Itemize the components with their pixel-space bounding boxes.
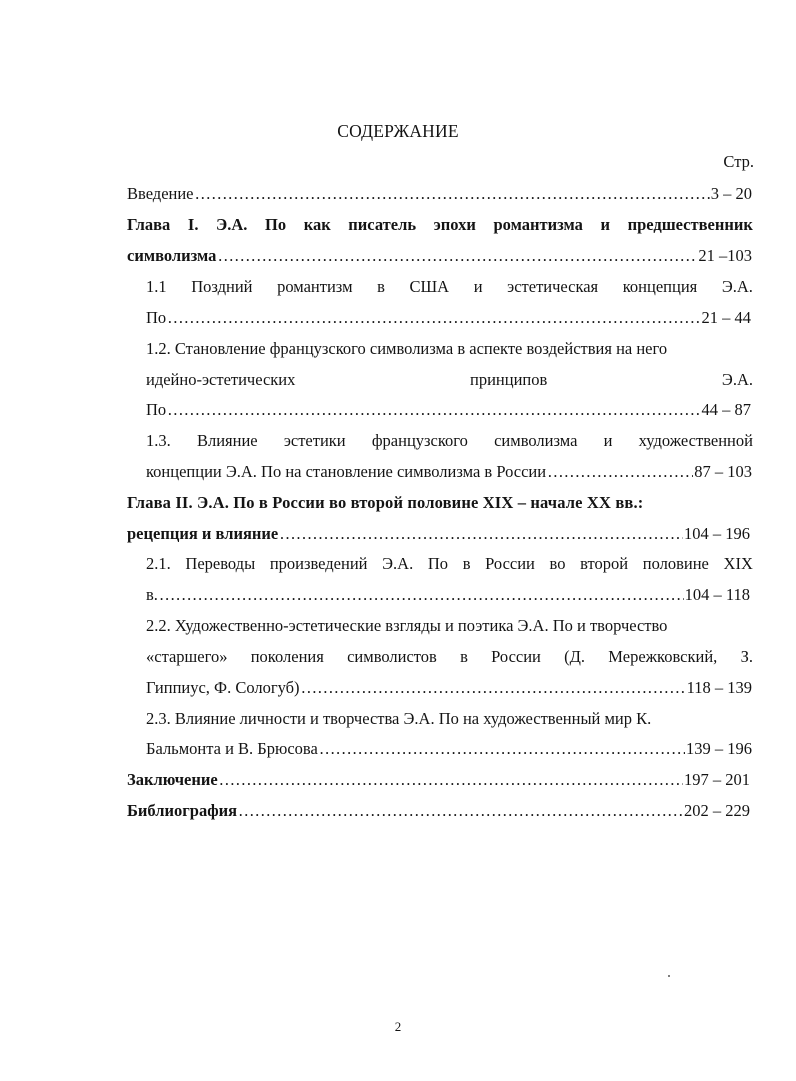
toc-word: Э.А. bbox=[721, 277, 753, 296]
dot-leader bbox=[159, 585, 684, 605]
toc-entry-section-2-1-line2 bbox=[146, 585, 750, 605]
toc-pages: 202 – 229 bbox=[684, 801, 750, 820]
toc-word: эпохи bbox=[433, 215, 476, 234]
dot-leader bbox=[301, 678, 686, 698]
toc-word: и bbox=[473, 277, 483, 296]
toc-label: концепции Э.А. По на становление символизма в России bbox=[146, 462, 547, 481]
toc-entry-chapter2-line2 bbox=[127, 524, 750, 544]
toc-label: По bbox=[146, 400, 167, 419]
toc-entry-section-1-3-line2 bbox=[146, 462, 752, 482]
toc-label: Гиппиус, Ф. Сологуб) bbox=[146, 678, 300, 697]
toc-word: французского bbox=[371, 431, 468, 450]
toc-word: как bbox=[303, 215, 331, 234]
toc-label: По bbox=[146, 308, 167, 327]
toc-entry-section-1-3-line1 bbox=[146, 431, 753, 451]
toc-entry-section-1-2-line1: 1.2. Становление французского символизма в аспекте воздействия на него bbox=[146, 339, 668, 358]
toc-word: художественной bbox=[638, 431, 753, 450]
page-title: СОДЕРЖАНИЕ bbox=[337, 121, 459, 141]
toc-word: второй bbox=[580, 554, 629, 573]
dot-leader bbox=[167, 308, 700, 328]
toc-entry-section-2-2-line2 bbox=[146, 647, 753, 667]
toc-label: Библиография bbox=[127, 801, 238, 820]
toc-pages: 139 – 196 bbox=[686, 739, 752, 758]
toc-word: Глава bbox=[127, 215, 171, 234]
toc-pages: 118 – 139 bbox=[686, 678, 752, 697]
toc-pages: 44 – 87 bbox=[701, 400, 751, 419]
toc-word: в bbox=[462, 554, 471, 573]
toc-pages: 104 – 118 bbox=[684, 585, 750, 604]
toc-word: эстетики bbox=[283, 431, 346, 450]
toc-entry-section-2-2-line3 bbox=[146, 678, 752, 698]
toc-word: Э.А. bbox=[721, 370, 753, 389]
toc-word: 1.1 bbox=[146, 277, 167, 296]
toc-entry-intro bbox=[127, 184, 752, 204]
dot-leader bbox=[319, 739, 685, 759]
toc-entry-bibliography bbox=[127, 801, 750, 821]
toc-word: символизма bbox=[494, 431, 578, 450]
toc-entry-section-1-1-line2 bbox=[146, 308, 751, 328]
toc-entry-chapter2-line1: Глава II. Э.А. По в России во второй половине XIX – начале XX вв.: bbox=[127, 493, 644, 512]
toc-word: в bbox=[460, 647, 468, 666]
toc-word: Э.А. bbox=[216, 215, 248, 234]
toc-word: Переводы bbox=[185, 554, 256, 573]
toc-word: I. bbox=[187, 215, 199, 234]
toc-word: символистов bbox=[347, 647, 437, 666]
toc-word: России bbox=[485, 554, 535, 573]
dot-leader bbox=[167, 400, 700, 420]
toc-pages: 3 – 20 bbox=[710, 184, 752, 203]
toc-word: во bbox=[549, 554, 566, 573]
toc-pages: 21 –103 bbox=[698, 246, 752, 265]
toc-word: 1.3. bbox=[146, 431, 171, 450]
toc-pages: 104 – 196 bbox=[684, 524, 750, 543]
toc-word: писатель bbox=[348, 215, 417, 234]
dot-leader bbox=[547, 462, 693, 482]
dot-leader bbox=[238, 801, 683, 821]
toc-entry-section-2-3-line2 bbox=[146, 739, 752, 759]
toc-entry-section-1-2-line2 bbox=[146, 370, 753, 390]
toc-word: концепция bbox=[622, 277, 698, 296]
toc-label: символизма bbox=[127, 246, 217, 265]
toc-word: в bbox=[377, 277, 385, 296]
toc-entry-section-1-1-line1 bbox=[146, 277, 753, 297]
toc-label: в. bbox=[146, 585, 158, 604]
toc-word: «старшего» bbox=[146, 647, 228, 666]
toc-word: Мережковский, bbox=[608, 647, 718, 666]
page-number: 2 bbox=[394, 1019, 402, 1034]
toc-entry-section-2-2-line1: 2.2. Художественно-эстетические взгляды и поэтика Э.А. По и творчество bbox=[146, 616, 668, 635]
toc-word: романтизма bbox=[493, 215, 583, 234]
toc-word: 2.1. bbox=[146, 554, 171, 573]
toc-entry-chapter1-line1 bbox=[127, 215, 753, 235]
scan-speck bbox=[668, 975, 670, 977]
toc-word: По bbox=[265, 215, 287, 234]
dot-leader bbox=[279, 524, 683, 544]
toc-pages: 87 – 103 bbox=[694, 462, 752, 481]
pages-column-header: Стр. bbox=[723, 152, 754, 171]
toc-word: романтизм bbox=[277, 277, 353, 296]
toc-label: Введение bbox=[127, 184, 194, 203]
dot-leader bbox=[219, 770, 683, 790]
toc-word: и bbox=[600, 215, 610, 234]
toc-word: (Д. bbox=[564, 647, 586, 666]
toc-word: произведений bbox=[269, 554, 368, 573]
dot-leader bbox=[195, 184, 710, 204]
toc-word: предшественник bbox=[627, 215, 753, 234]
toc-label: рецепция и влияние bbox=[127, 524, 279, 543]
toc-word: России bbox=[491, 647, 541, 666]
toc-word: половине bbox=[642, 554, 709, 573]
toc-word: XIX bbox=[723, 554, 753, 573]
toc-label: Бальмонта и В. Брюсова bbox=[146, 739, 318, 758]
toc-word: З. bbox=[740, 647, 753, 666]
toc-word: идейно-эстетических bbox=[146, 370, 296, 389]
toc-pages: 197 – 201 bbox=[684, 770, 750, 789]
dot-leader bbox=[217, 246, 697, 266]
toc-word: Поздний bbox=[191, 277, 253, 296]
toc-word: По bbox=[427, 554, 449, 573]
toc-word: и bbox=[603, 431, 613, 450]
toc-pages: 21 – 44 bbox=[701, 308, 751, 327]
toc-entry-conclusion bbox=[127, 770, 750, 790]
toc-label: Заключение bbox=[127, 770, 218, 789]
toc-word: поколения bbox=[250, 647, 324, 666]
toc-entry-section-2-1-line1 bbox=[146, 554, 753, 574]
toc-word: принципов bbox=[470, 370, 548, 389]
toc-word: Э.А. bbox=[382, 554, 414, 573]
toc-word: США bbox=[409, 277, 450, 296]
toc-entry-section-2-3-line1: 2.3. Влияние личности и творчества Э.А. По на художественный мир К. bbox=[146, 709, 652, 728]
toc-word: эстетическая bbox=[507, 277, 599, 296]
toc-entry-section-1-2-line3 bbox=[146, 400, 751, 420]
toc-word: Влияние bbox=[196, 431, 258, 450]
toc-entry-chapter1-line2 bbox=[127, 246, 752, 266]
